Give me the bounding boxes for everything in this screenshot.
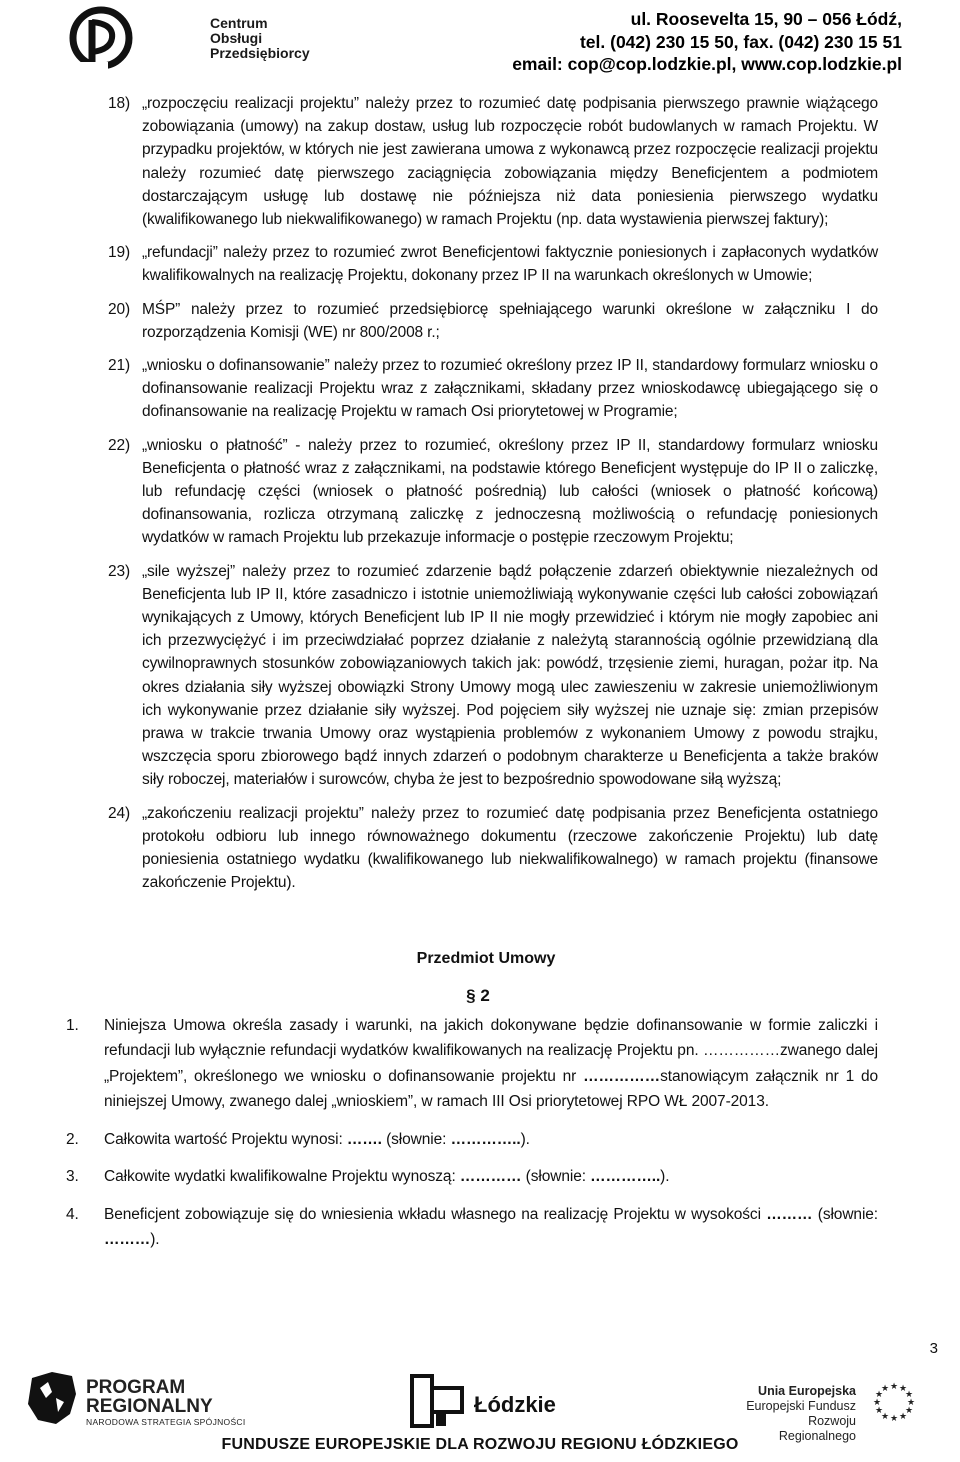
eu-line-3: Rozwoju Regionalnego (778, 1414, 856, 1443)
definition-text: „wniosku o płatność” - należy przez to rozumieć, określony przez IP II, standardowy formularz wniosku Beneficjenta o płatność wraz z załącznikami, na podstawie którego Beneficjent występuje do IP II o zaliczkę, lub refundację części (wniosek o płatność pośrednią) lub całości (wniosek o płatność końcową) dofinansowania, rozlicza otrzymaną zaliczkę z jednoczesną możliwością o refundację poniesionych wydatków w ramach Projektu lub przekazuje informacje o postępie rzeczowym Projektu; (142, 436, 878, 547)
definition-item (108, 92, 878, 231)
lodzkie-logo (410, 1374, 466, 1433)
clause-text-part: …………… (702, 1042, 780, 1060)
clause-text-part: ……. (346, 1130, 382, 1148)
clause-number: 1. (66, 1016, 79, 1034)
definition-item (108, 354, 878, 424)
eu-line-1: Unia Europejska (758, 1384, 856, 1398)
definition-item (108, 241, 878, 287)
svg-text:★: ★ (889, 1381, 899, 1391)
clause-text-part: Całkowite wydatki kwalifikowalne Projektu wynoszą: (104, 1168, 460, 1186)
definition-text: „zakończeniu realizacji projektu” należy przez to rozumieć datę podpisania przez Beneficjenta ostatniego protokołu odbioru lub innego równoważnego dokumentu (rzeczowe zakończenie Projektu) lub datę poniesienia ostatniego wydatku (kwalifikowanego lub niekwalifikowalnego) w ramach projektu (finansowe zakończenie Projektu). (142, 804, 878, 892)
clause-number: 4. (66, 1205, 79, 1223)
section-title: Przedmiot Umowy (416, 949, 556, 967)
definition-number: 19) (108, 244, 130, 262)
definition-text: „refundacji” należy przez to rozumieć zwrot Beneficjentowi faktycznie poniesionych i zapłaconych wydatków kwalifikowalnych na realizację Projektu, dokonany przez IP II na warunkach określonych w Umowie; (142, 244, 878, 285)
clause-text-part: ……… (766, 1205, 813, 1223)
clause-text-part: ………….. (450, 1130, 521, 1148)
clause-number: 2. (66, 1130, 79, 1148)
definition-item (108, 802, 878, 895)
definition-number: 21) (108, 357, 130, 375)
clause-number: 3. (66, 1168, 79, 1186)
lodzkie-emblem-icon (410, 1374, 466, 1428)
definitions-list (0, 92, 960, 895)
clause-text-part: (słownie: (521, 1168, 591, 1186)
clause-text-part: ). (660, 1168, 670, 1186)
clause-text-part: zwanego dalej „Projektem”, określonego we wniosku o dofinansowanie projektu nr (104, 1042, 878, 1085)
svg-text:★: ★ (880, 1383, 890, 1393)
svg-text:★: ★ (874, 1389, 884, 1399)
clause-text-part: ………… (459, 1168, 522, 1186)
cop-logo (68, 4, 310, 74)
definition-text: MŚP” należy przez to rozumieć przedsiębiorcę spełniającego warunki określone w załączniku I do rozporządzenia Komisji (WE) nr 800/2008 r.; (142, 300, 878, 341)
clause-text-part: Niniejsza Umowa określa zasady i warunki, na jakich dokonywane będzie dofinansowanie w formie zaliczki i refundacji lub wyłącznie refundacji wydatków kwalifikowanych na realizację Projektu pn. (104, 1016, 878, 1060)
svg-text:★: ★ (874, 1405, 884, 1415)
cop-logo-text (210, 16, 310, 61)
page-header (0, 0, 960, 90)
cop-logo-icon (68, 4, 138, 74)
svg-text:★: ★ (904, 1405, 914, 1415)
clause-text-part: ………….. (590, 1168, 661, 1186)
clause-text-part: Całkowita wartość Projektu wynosi: (104, 1130, 347, 1148)
poland-map-icon (22, 1368, 80, 1428)
definition-text: „rozpoczęciu realizacji projektu” należy przez to rozumieć datę podpisania pierwszego prawnie wiążącego zobowiązania (umowy) na zakup dostaw, usług lub rozpoczęcie robót budowlanych w ramach Projektu. W przypadku projektów, w których nie jest zawierana umowa z wykonawcą przez rozpoczęcie realizacji projektu należy rozumieć datę pierwszego zaciągnięcia zobowiązania między Beneficjentem a podmiotem dostarczającym usługę lub dostawę nie późniejsza niż data poniesienia pierwszego wydatku (kwalifikowanego lub niekwalifikowanego) w ramach Projektu (np. data wystawienia pierwszej faktury); (142, 95, 878, 229)
eu-text (728, 1384, 856, 1444)
svg-text:★: ★ (898, 1383, 908, 1393)
clause-text-part: Beneficjent zobowiązuje się do wniesienia wkładu własnego na realizację Projektu w wysokości (104, 1205, 767, 1223)
definition-number: 24) (108, 804, 130, 822)
clause-item (66, 1127, 878, 1153)
definition-text: „wniosku o dofinansowanie” należy przez to rozumieć określony przez IP II, standardowy formularz wniosku o dofinansowanie realizacji Projektu wraz z załącznikami, składany przez wnioskodawcę ubiegającego się o dofinansowanie na realizację Projektu w ramach Osi priorytetowej w Programie; (142, 357, 878, 421)
clause-text-part: …………… (583, 1067, 661, 1085)
definition-item (108, 434, 878, 550)
contact-email[interactable]: email: cop@cop.lodzkie.pl, www.cop.lodzkie.pl (512, 54, 902, 74)
definition-number: 23) (108, 562, 130, 580)
clause-text-part: ……… (104, 1231, 151, 1249)
clause-text-part: (słownie: (812, 1205, 879, 1223)
definition-number: 20) (108, 300, 130, 318)
definition-text: „sile wyższej” należy przez to rozumieć zdarzenie bądź połączenie zdarzeń obiektywnie niezależnych od Beneficjenta lub IP II, które zasadniczo i istotnie uniemożliwiają wykonywanie części lub całości zobowiązań wynikających z Umowy, których Beneficjent lub IP II nie mogły przewidzieć i którym nie mogły zapobiec ani ich przezwyciężyć i im przeciwdziałać poprzez działanie z należytą starannością ogólnie przewidzianą dla cywilnoprawnych stosunków zobowiązaniowych takich jak: powódź, trzęsienie ziemi, huragan, pożar itp. Na okres działania siły wyższej obowiązki Strony Umowy mogą ulec zawieszeniu w zakresie uniemożliwionym ich wykonywanie przez działanie siły wyższej. Pod pojęciem siły wyższej nie uznaje się: zmian przepisów prawa w trakcie trwania Umowy oraz wystąpienia problemów z wykonaniem Umowy z powodu strajku, wszczęcia sporu zbiorowego bądź innych zdarzeń o podobnym charakterze u Beneficjenta a także braków siły roboczej, materiałów i surowców, chyba że jest to bezpośrednio spowodowane siłą wyższą; (142, 562, 878, 789)
eu-stars-icon (864, 1380, 924, 1424)
svg-text:★: ★ (906, 1397, 916, 1407)
clause-item (66, 1013, 878, 1115)
paragraph-number: § 2 (466, 985, 490, 1005)
logo-line-3: Przedsiębiorcy (210, 45, 310, 61)
clause-text-part: ). (150, 1231, 160, 1249)
logo-line-1: Centrum (210, 15, 268, 31)
logo-line-2: Obsługi (210, 30, 263, 46)
clause-text-part: (słownie: (381, 1130, 451, 1148)
contact-address: ul. Roosevelta 15, 90 – 056 Łódź, (630, 9, 902, 29)
page-number: 3 (929, 1340, 938, 1357)
document-body (0, 92, 960, 1265)
contact-phone: tel. (042) 230 15 50, fax. (042) 230 15 51 (579, 31, 902, 52)
definition-number: 22) (108, 436, 130, 454)
clauses-list (0, 1013, 960, 1253)
svg-text:★: ★ (872, 1397, 882, 1407)
clause-text-part: stanowiącym załącznik nr 1 do niniejszej Umowy, zwanego dalej „wnioskiem”, w ramach III Osi priorytetowej RPO WŁ 2007-2013. (104, 1067, 878, 1111)
svg-text:★: ★ (904, 1389, 914, 1399)
eu-flag (864, 1380, 924, 1429)
footer-slogan: FUNDUSZE EUROPEJSKIE DLA ROZWOJU REGIONU ŁÓDZKIEGO (221, 1436, 739, 1453)
program-line-2: REGIONALNY (86, 1396, 213, 1417)
clause-item (66, 1202, 879, 1253)
lodzkie-text: Łódzkie (474, 1392, 556, 1417)
svg-text:★: ★ (898, 1411, 908, 1421)
program-regionalny-logo (22, 1368, 80, 1433)
clause-item (66, 1164, 878, 1190)
svg-text:★: ★ (889, 1413, 899, 1423)
definition-item (108, 298, 878, 344)
program-line-3: NARODOWA STRATEGIA SPÓJNOŚCI (86, 1417, 246, 1427)
eu-line-2: Europejski Fundusz (746, 1399, 856, 1413)
clause-text-part: ). (520, 1130, 530, 1148)
program-regionalny-text (86, 1378, 246, 1428)
definition-item (108, 560, 878, 792)
program-line-1: PROGRAM (86, 1377, 186, 1398)
contact-block (512, 8, 902, 76)
definition-number: 18) (108, 95, 130, 112)
svg-text:★: ★ (880, 1411, 890, 1421)
